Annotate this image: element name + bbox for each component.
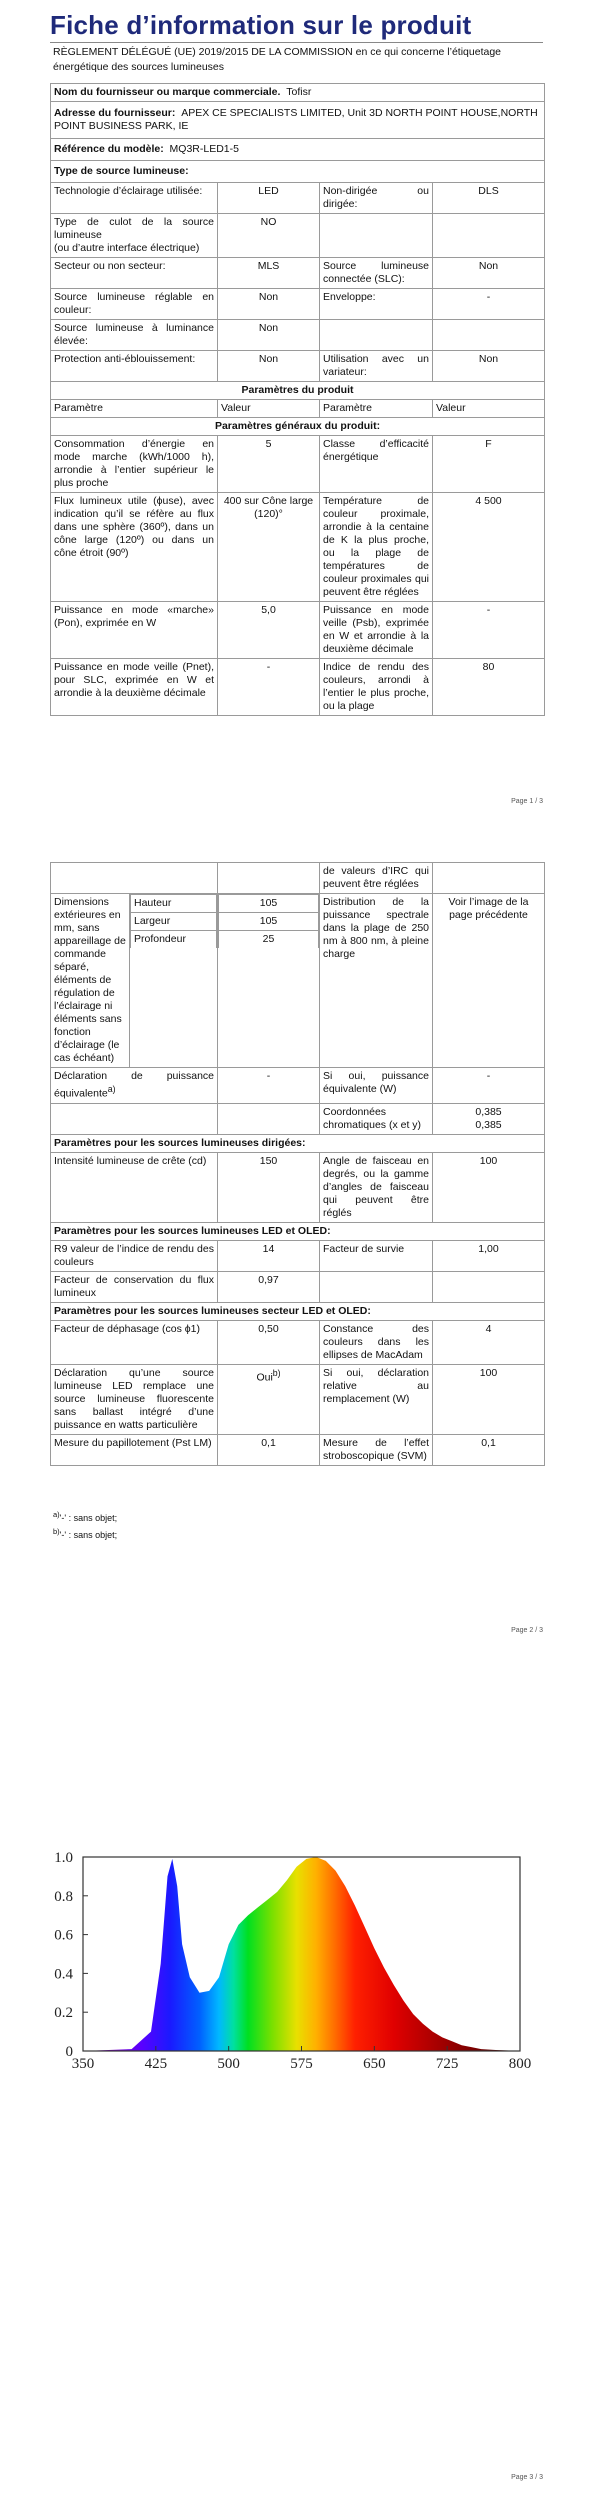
equivalent-param-label xyxy=(51,1103,218,1134)
source-type-param-value-2: - xyxy=(433,289,545,320)
general-param-param-value: 400 sur Cône large (120)° xyxy=(218,493,320,602)
equivalent-power-rows xyxy=(51,1068,545,1135)
mains-param-label: Mesure du papillotement (Pst LM) xyxy=(51,1434,218,1465)
supplier-row xyxy=(51,84,545,102)
general-param-row xyxy=(51,602,545,659)
source-type-param-value-2: Non xyxy=(433,258,545,289)
source-type-param-value: Non xyxy=(218,320,320,351)
equivalent-row xyxy=(51,1103,545,1134)
address-label: Adresse du fournisseur: xyxy=(54,107,176,119)
dimensions-values xyxy=(218,894,320,1068)
footnote-b-mark: b) xyxy=(53,1527,60,1536)
model-row xyxy=(51,139,545,161)
source-type-param-label-2 xyxy=(320,320,433,351)
general-param-param-value-2: - xyxy=(433,602,545,659)
source-type-param-value-2 xyxy=(433,214,545,258)
mains-param-value: Oui$^{b)}$ xyxy=(218,1364,320,1434)
general-param-param-label: Consommation d’énergie en mode marche (kWh/1000 h), arrondie à l’entier supérieur le plus proche xyxy=(51,436,218,493)
dim-height-label: Hauteur xyxy=(131,895,217,913)
equivalent-param-value-2: 0,385 0,385 xyxy=(433,1103,545,1134)
col-header-value-1: Valeur xyxy=(218,400,320,418)
equivalent-param-label: Déclaration de puissance équivalente$^{a)}$ xyxy=(51,1068,218,1104)
y-tick-label: 0.8 xyxy=(54,1888,73,1905)
source-type-param-value-2 xyxy=(433,320,545,351)
dimensions-row xyxy=(51,894,545,1068)
directed-rows xyxy=(51,1152,545,1222)
footnote-ref: a) xyxy=(107,1084,116,1094)
led-param-label-2: Facteur de survie xyxy=(320,1240,433,1271)
mains-param-label-2: Mesure de l’effet stroboscopique (SVM) xyxy=(320,1434,433,1465)
led-param-value-2: 1,00 xyxy=(433,1240,545,1271)
source-type-param-label: Source lumineuse réglable en couleur: xyxy=(51,289,218,320)
mains-param-value: 0,50 xyxy=(218,1320,320,1364)
led-param-value: 14 xyxy=(218,1240,320,1271)
spectral-chart xyxy=(0,1674,591,2074)
source-type-param-label: Source lumineuse à luminance élevée: xyxy=(51,320,218,351)
directed-param-label: Intensité lumineuse de crête (cd) xyxy=(51,1152,218,1222)
x-tick-label: 425 xyxy=(144,2056,168,2072)
col-header-param-1: Paramètre xyxy=(51,400,218,418)
y-tick-label: 0 xyxy=(65,2044,73,2060)
source-type-row xyxy=(51,351,545,382)
source-type-row xyxy=(51,183,545,214)
footnote-a xyxy=(53,1510,117,1523)
x-tick-label: 650 xyxy=(363,2056,386,2072)
page-2 xyxy=(0,837,591,1674)
source-type-param-label: Protection anti-éblouissement: xyxy=(51,351,218,382)
dim-depth-value: 25 xyxy=(219,931,319,949)
equivalent-param-label-2: Si oui, puissance équivalente (W) xyxy=(320,1068,433,1104)
empty-cell xyxy=(218,863,320,894)
mains-row xyxy=(51,1364,545,1434)
mains-param-label: Déclaration qu’une source lumineuse LED remplace une source lumineuse fluorescente sans ballast intégré d’une puissance en watts particulière xyxy=(51,1364,218,1434)
source-type-row xyxy=(51,289,545,320)
source-type-row xyxy=(51,214,545,258)
source-type-row xyxy=(51,258,545,289)
led-param-label-2 xyxy=(320,1271,433,1302)
source-type-header: Type de source lumineuse: xyxy=(51,161,545,183)
dim-width-value: 105 xyxy=(219,913,319,931)
source-type-param-label: Secteur ou non secteur: xyxy=(51,258,218,289)
directed-header: Paramètres pour les sources lumineuses dirigées: xyxy=(51,1134,545,1152)
directed-param-value-2: 100 xyxy=(433,1152,545,1222)
mains-header: Paramètres pour les sources lumineuses secteur LED et OLED: xyxy=(51,1302,545,1320)
directed-param-label-2: Angle de faisceau en degrés, ou la gamme d’angles de faisceau qui peuvent être réglés xyxy=(320,1152,433,1222)
y-tick-label: 0.2 xyxy=(54,2005,73,2022)
source-type-param-label-2: Enveloppe: xyxy=(320,289,433,320)
empty-cell xyxy=(433,863,545,894)
page-number: Page 2 / 3 xyxy=(511,1627,543,1634)
source-type-param-value-2: DLS xyxy=(433,183,545,214)
general-param-param-label-2: Indice de rendu des couleurs, arrondi à l’entier le plus proche, ou la plage xyxy=(320,659,433,716)
source-type-param-value-2: Non xyxy=(433,351,545,382)
dimensions-label: Dimensions extérieures en mm, sans appareillage de commande séparé, éléments de régulation de l’éclairage ni éléments sans fonction d’éclairage (le cas échéant) xyxy=(51,894,130,1067)
equivalent-param-value: - xyxy=(218,1068,320,1104)
page-3 xyxy=(0,1674,591,2511)
mains-param-value: 0,1 xyxy=(218,1434,320,1465)
dimensions-sub-table xyxy=(130,894,217,948)
source-type-param-label-2: Source lumineuse connectée (SLC): xyxy=(320,258,433,289)
mains-param-label: Facteur de déphasage (cos ϕ1) xyxy=(51,1320,218,1364)
general-param-param-label-2: Classe d’efficacité énergétique xyxy=(320,436,433,493)
footnote-a-mark: a) xyxy=(53,1510,60,1519)
col-header-param-2: Paramètre xyxy=(320,400,433,418)
page-number: Page 1 / 3 xyxy=(511,798,543,805)
address-row xyxy=(51,102,545,139)
footnote-a-text: '-' : sans objet; xyxy=(59,1513,118,1523)
page-1 xyxy=(0,0,591,837)
x-tick-label: 725 xyxy=(435,2056,459,2072)
general-param-param-value: 5 xyxy=(218,436,320,493)
general-params-header: Paramètres généraux du produit: xyxy=(51,418,545,436)
led-param-value: 0,97 xyxy=(218,1271,320,1302)
x-tick-label: 500 xyxy=(217,2056,240,2072)
mains-row xyxy=(51,1320,545,1364)
y-tick-label: 1.0 xyxy=(54,1850,73,1866)
directed-param-value: 150 xyxy=(218,1152,320,1222)
equivalent-row xyxy=(51,1068,545,1104)
source-type-param-value: Non xyxy=(218,351,320,382)
general-param-param-value: - xyxy=(218,659,320,716)
led-param-value-2 xyxy=(433,1271,545,1302)
model-label: Référence du modèle: xyxy=(54,143,164,155)
general-param-row xyxy=(51,493,545,602)
supplier-label: Nom du fournisseur ou marque commerciale. xyxy=(54,86,281,98)
mains-param-value-2: 0,1 xyxy=(433,1434,545,1465)
mains-param-value-2: 4 xyxy=(433,1320,545,1364)
footnote-b-text: '-' : sans objet; xyxy=(59,1530,118,1540)
led-header: Paramètres pour les sources lumineuses LED et OLED: xyxy=(51,1222,545,1240)
footnote-b xyxy=(53,1527,117,1540)
dimensions-values-table xyxy=(218,894,319,948)
source-type-rows xyxy=(51,183,545,382)
led-rows xyxy=(51,1240,545,1302)
spectral-distribution-label: Distribution de la puissance spectrale dans la plage de 250 nm à 800 nm, à pleine charge xyxy=(320,894,433,1068)
spectrum-area xyxy=(83,1857,520,2051)
general-param-param-label: Puissance en mode veille (Pnet), pour SLC, exprimée en W et arrondie à la deuxième décimale xyxy=(51,659,218,716)
general-param-param-label: Puissance en mode «marche» (Pon), exprimée en W xyxy=(51,602,218,659)
mains-param-label-2: Si oui, déclaration relative au remplacement (W) xyxy=(320,1364,433,1434)
mains-param-label-2: Constance des couleurs dans les ellipses de MacAdam xyxy=(320,1320,433,1364)
address-value: APEX CE SPECIALISTS LIMITED, Unit 3D NORTH POINT HOUSE,NORTH POINT BUSINESS PARK, IE xyxy=(54,107,538,132)
general-param-param-label-2: Température de couleur proximale, arrondie à la centaine de K la plus proche, ou la plage de températures de couleur proximales qui peuvent être réglées xyxy=(320,493,433,602)
x-tick-label: 350 xyxy=(71,2056,95,2072)
mains-row xyxy=(51,1434,545,1465)
model-value: MQ3R-LED1-5 xyxy=(169,143,239,155)
dim-width-label: Largeur xyxy=(131,913,217,931)
empty-cell xyxy=(51,863,218,894)
supplier-value: Tofisr xyxy=(286,86,312,98)
params-table-continued xyxy=(50,862,545,1466)
dimensions-cell xyxy=(51,894,218,1068)
footnote-ref: b) xyxy=(272,1367,281,1378)
info-table xyxy=(50,83,545,716)
led-row xyxy=(51,1240,545,1271)
general-params-rows xyxy=(51,436,545,716)
led-row xyxy=(51,1271,545,1302)
dim-height-value: 105 xyxy=(219,895,319,913)
x-tick-label: 575 xyxy=(290,2056,313,2072)
source-type-param-label-2 xyxy=(320,214,433,258)
title-rule xyxy=(50,42,543,43)
y-tick-label: 0.4 xyxy=(54,1966,73,1983)
page-number: Page 3 / 3 xyxy=(511,2474,543,2481)
source-type-param-value: NO xyxy=(218,214,320,258)
led-param-label: R9 valeur de l’indice de rendu des couleurs xyxy=(51,1240,218,1271)
equivalent-param-label-2: Coordonnées chromatiques (x et y) xyxy=(320,1103,433,1134)
general-param-row xyxy=(51,659,545,716)
general-param-param-value-2: 80 xyxy=(433,659,545,716)
led-param-label: Facteur de conservation du flux lumineux xyxy=(51,1271,218,1302)
general-param-param-value-2: 4 500 xyxy=(433,493,545,602)
cri-continued: de valeurs d’IRC qui peuvent être réglées xyxy=(320,863,433,894)
params-header: Paramètres du produit xyxy=(51,382,545,400)
mains-rows xyxy=(51,1320,545,1465)
source-type-row xyxy=(51,320,545,351)
spectral-distribution-value: Voir l’image de la page précédente xyxy=(433,894,545,1068)
equivalent-param-value xyxy=(218,1103,320,1134)
col-header-value-2: Valeur xyxy=(433,400,545,418)
source-type-param-label: Type de culot de la source lumineuse (ou d’autre interface électrique) xyxy=(51,214,218,258)
general-param-param-value: 5,0 xyxy=(218,602,320,659)
x-tick-label: 800 xyxy=(508,2056,532,2072)
y-tick-label: 0.6 xyxy=(54,1927,73,1944)
source-type-param-label-2: Non-dirigée ou dirigée: xyxy=(320,183,433,214)
regulation-text: RÈGLEMENT DÉLÉGUÉ (UE) 2019/2015 DE LA COMMISSION en ce qui concerne l’étiquetage énergétique des sources lumineuses xyxy=(53,46,502,73)
source-type-param-label-2: Utilisation avec un variateur: xyxy=(320,351,433,382)
source-type-param-value: Non xyxy=(218,289,320,320)
source-type-param-value: MLS xyxy=(218,258,320,289)
general-param-param-label: Flux lumineux utile (ϕuse), avec indication qu’il se réfère au flux dans une sphère (360º), dans un cône large (120º) ou dans un cône étroit (90º) xyxy=(51,493,218,602)
general-param-param-value-2: F xyxy=(433,436,545,493)
dim-depth-label: Profondeur xyxy=(131,931,217,949)
source-type-param-label: Technologie d’éclairage utilisée: xyxy=(51,183,218,214)
page-title: Fiche d’information sur le produit xyxy=(50,10,472,40)
general-param-param-label-2: Puissance en mode veille (Psb), exprimée en W et arrondie à la deuxième décimale xyxy=(320,602,433,659)
equivalent-param-value-2: - xyxy=(433,1068,545,1104)
chart-plot-area xyxy=(54,1850,531,2072)
mains-param-value-2: 100 xyxy=(433,1364,545,1434)
directed-row xyxy=(51,1152,545,1222)
source-type-param-value: LED xyxy=(218,183,320,214)
general-param-row xyxy=(51,436,545,493)
